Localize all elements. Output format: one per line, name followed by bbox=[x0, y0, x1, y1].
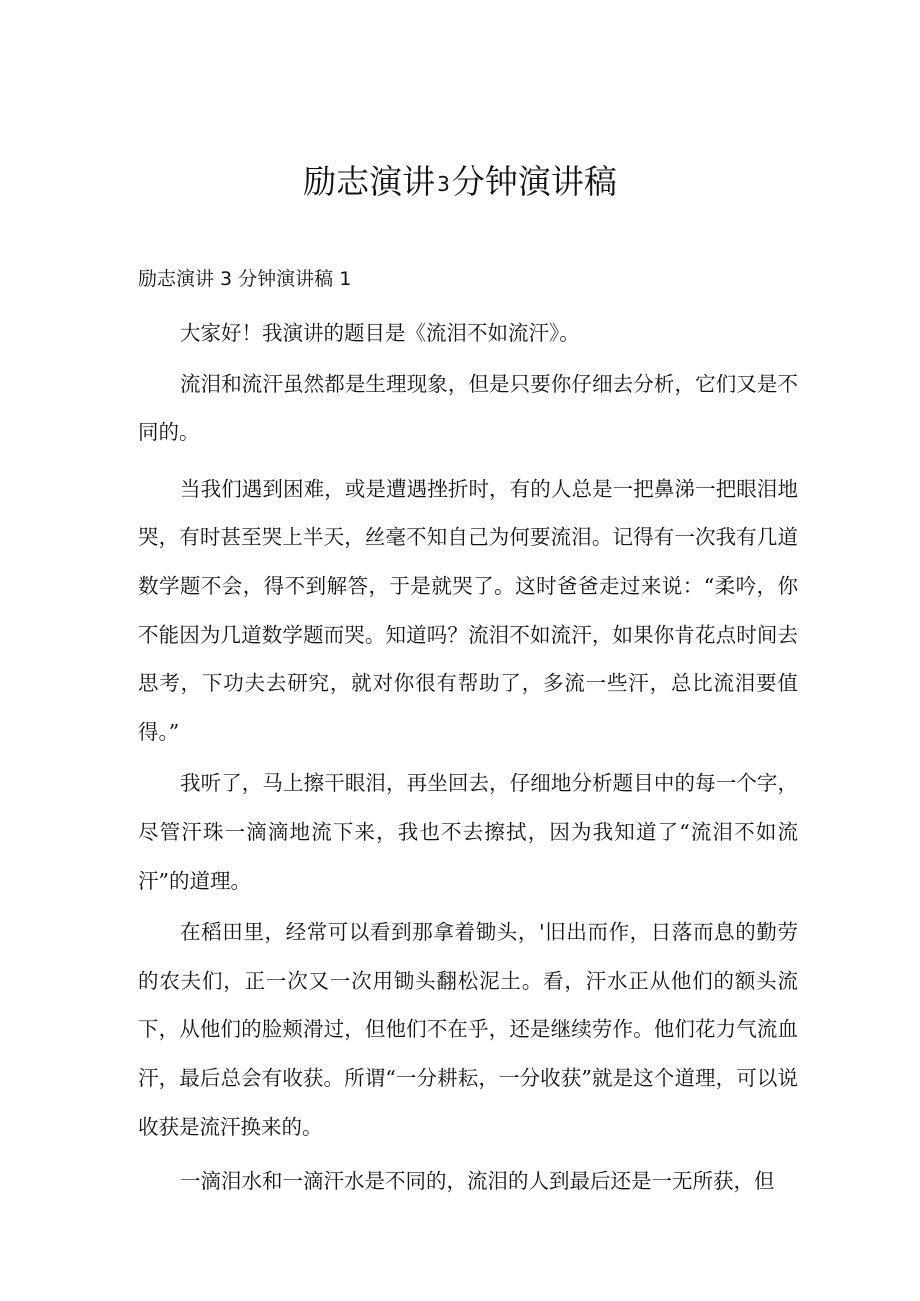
title-suffix: 分钟演讲稿 bbox=[451, 162, 617, 201]
body-text bbox=[138, 309, 798, 1206]
paragraph: 一滴泪水和一滴汗水是不同的，流泪的人到最后还是一无所获，但 bbox=[180, 1169, 775, 1194]
paragraph: 流泪和流汗虽然都是生理现象，但是只要你仔细去分析，它们又是不同的。 bbox=[138, 371, 798, 445]
paragraph: 我听了，马上擦干眼泪，再坐回去，仔细地分析题目中的每一个字，尽管汗珠一滴滴地流下来，我也不去擦拭，因为我知道了“流泪不如流汗”的道理。 bbox=[138, 771, 798, 893]
title-prefix: 励志演讲 bbox=[303, 162, 436, 201]
paragraph: 当我们遇到困难，或是遭遇挫折时，有的人总是一把鼻涕一把眼泪地哭，有时甚至哭上半天，丝毫不知自己为何要流泪。记得有一次我有几道数学题不会，得不到解答，于是就哭了。这时爸爸走过来说：“柔吟，你不能因为几道数学题而哭。知道吗？流泪不如流汗，如果你肯花点时间去思考，下功夫去研究，就对你很有帮助了，多流一些汗，总比流泪要值得。” bbox=[138, 476, 798, 744]
section-heading: 励志演讲 3 分钟演讲稿 1 bbox=[138, 268, 352, 290]
paragraph: 大家好！我演讲的题目是《流泪不如流汗》。 bbox=[180, 321, 580, 345]
paragraph: 在稻田里，经常可以看到那拿着锄头，'旧出而作，日落而息的勤劳的农夫们，正一次又一次用锄头翻松泥土。看，汗水正从他们的额头流下，从他们的脸颊滑过，但他们不在乎，还是继续劳作。他们花力气流血汗，最后总会有收获。所谓“一分耕耘，一分收获”就是这个道理，可以说收获是流汗换来的。 bbox=[138, 920, 798, 1139]
title-number: 3 bbox=[437, 172, 450, 196]
page-title bbox=[0, 157, 920, 209]
